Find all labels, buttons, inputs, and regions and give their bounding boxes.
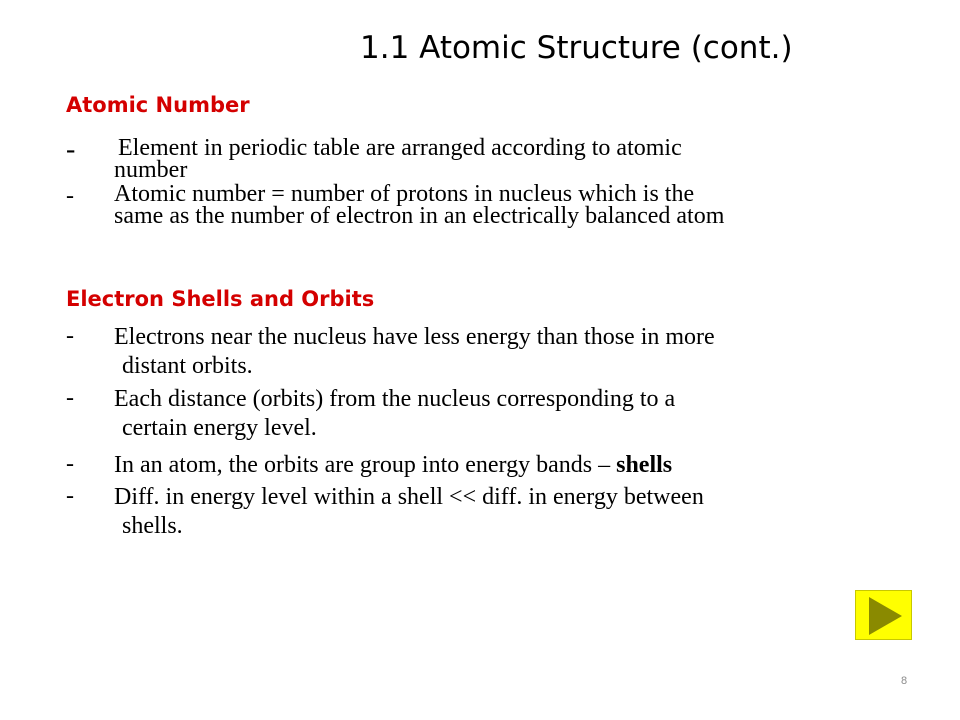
bullet-item — [66, 385, 936, 443]
bullet-text: Element in periodic table are arranged according to atomic — [118, 135, 682, 161]
section-heading-atomic-number: Atomic Number — [66, 93, 250, 117]
page-number: 8 — [900, 675, 908, 687]
bullet-item — [66, 323, 936, 381]
bullet-text: Diff. in energy level within a shell << diff. in energy between — [114, 484, 704, 510]
bullet-text-continued: shells. — [122, 513, 183, 539]
bullet-text-continued: same as the number of electron in an electrically balanced atom — [114, 203, 725, 229]
bullet-marker: - — [66, 483, 74, 509]
bullet-item — [66, 183, 936, 227]
bullet-item — [66, 134, 936, 183]
bullet-item — [66, 483, 936, 541]
bold-term-shells: shells — [616, 452, 673, 478]
bullet-text: Electrons near the nucleus have less energy than those in more — [114, 324, 715, 350]
bullet-text-continued: distant orbits. — [122, 353, 253, 379]
bullet-text-continued: number — [114, 157, 188, 183]
bullet-marker: - — [66, 134, 76, 165]
bullet-marker: - — [66, 323, 74, 349]
bullet-marker: - — [66, 183, 74, 209]
bullet-text: Atomic number = number of protons in nucleus which is the — [114, 181, 695, 207]
next-slide-button[interactable] — [855, 590, 912, 640]
bullet-text: Each distance (orbits) from the nucleus corresponding to a — [114, 386, 676, 412]
slide-title: 1.1 Atomic Structure (cont.) — [360, 30, 793, 66]
play-triangle-icon — [856, 591, 913, 641]
bullet-text — [66, 451, 936, 480]
bullet-text-continued: certain energy level. — [122, 415, 317, 441]
bullet-marker: - — [66, 385, 74, 411]
bullet-marker: - — [66, 451, 74, 477]
bullet-text-prefix: In an atom, the orbits are group into energy bands – — [114, 452, 617, 478]
section-heading-electron-shells: Electron Shells and Orbits — [66, 287, 375, 311]
bullet-item — [66, 451, 936, 480]
